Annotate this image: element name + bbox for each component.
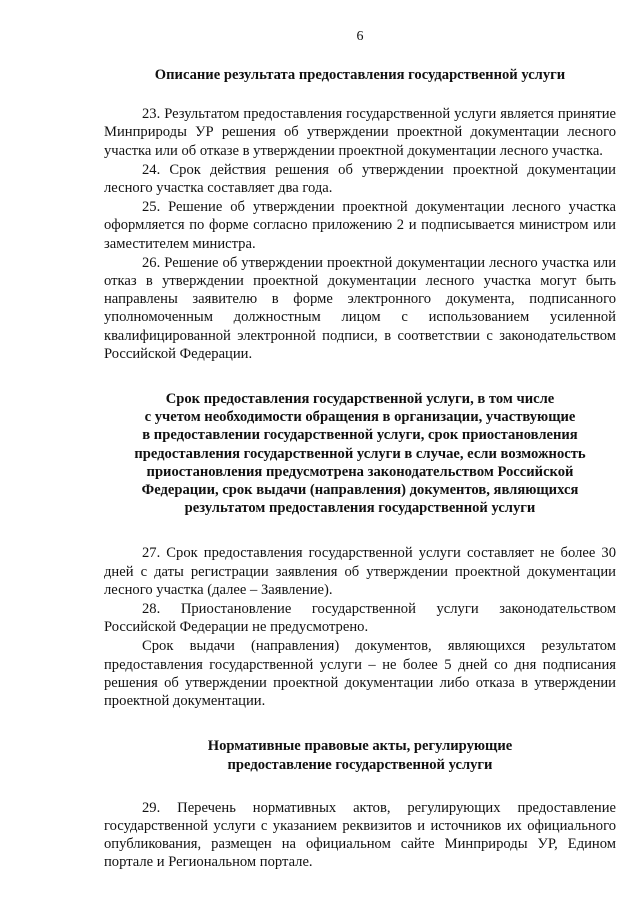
heading-line: Федерации, срок выдачи (направления) документов, являющихся [141,482,579,499]
paragraph-27: 27. Срок предоставления государственной услуги составляет не более 30 дней с даты регистрации заявления об утверждении проектной документации лесного участка (далее – Заявление). [104,545,616,598]
section-heading-legal-acts [104,737,616,773]
page-number: 6 [356,29,364,44]
heading-line: в предоставлении государственной услуги, срок приостановления [142,427,578,444]
paragraph-26: 26. Решение об утверждении проектной документации лесного участка или отказ в утверждении проектной документации лесного участка могут быть направлены заявителю в форме электронного документа, подписанного уполномоченным должностным лицом с использованием усиленной квалифицированной электронной подписи, в соответствии с законодательством Российской Федерации. [104,254,616,362]
heading-line: приостановления предусмотрена законодательством Российской [146,463,574,480]
heading-line: Срок предоставления государственной услуги, в том числе [165,391,555,408]
heading-line: результатом предоставления государственной услуги [184,500,536,517]
paragraph-28: 28. Приостановление государственной услуги законодательством Российской Федерации не предусмотрено. [104,601,616,636]
section-heading-result-description: Описание результата предоставления государственной услуги [154,67,566,83]
paragraph-25: 25. Решение об утверждении проектной документации лесного участка оформляется по форме согласно приложению 2 и подписывается министром или заместителем министра. [104,199,616,252]
heading-line: предоставление государственной услуги [227,756,493,773]
paragraph-delivery-term: Срок выдачи (направления) документов, являющихся результатом предоставления государственной услуги – не более 5 дней со дня подписания решения об утверждении проектной документации либо отказа в утверждении проектной документации. [104,638,616,710]
paragraph-23: 23. Результатом предоставления государственной услуги является принятие Минприроды УР решения об утверждении проектной документации лесного участка или об отказе в утверждении проектной документации лесного участка. [104,106,616,159]
heading-line: Нормативные правовые акты, регулирующие [207,738,513,755]
heading-line: предоставления государственной услуги в случае, если возможность [134,445,586,462]
section-heading-service-term [104,390,616,517]
heading-line: с учетом необходимости обращения в организации, участвующие [144,409,576,426]
paragraph-24: 24. Срок действия решения об утверждении проектной документации лесного участка составляет два года. [104,161,616,197]
paragraph-29: 29. Перечень нормативных актов, регулирующих предоставление государственной услуги с указанием реквизитов и источников их официального опубликования, размещен на официальном сайте Минприроды УР, Едином портале и Региональном портале. [104,799,616,871]
